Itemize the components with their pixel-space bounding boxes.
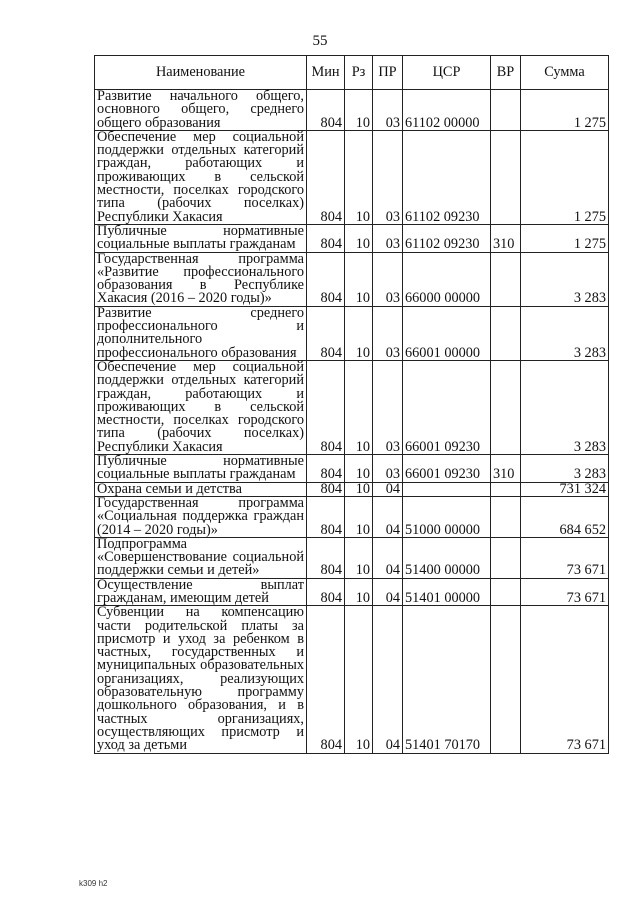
row-rz: 10 — [345, 360, 373, 454]
row-sum: 73 671 — [521, 578, 609, 606]
row-csr — [403, 482, 491, 496]
header-min: Мин — [307, 56, 345, 90]
row-pr: 03 — [373, 90, 403, 131]
row-vr: 310 — [491, 455, 521, 483]
row-name: Развитие начального общего, основного общего, среднего общего образования — [95, 90, 307, 131]
row-min: 804 — [307, 252, 345, 306]
row-csr: 61102 09230 — [403, 130, 491, 224]
row-rz: 10 — [345, 90, 373, 131]
row-min: 804 — [307, 606, 345, 753]
row-rz: 10 — [345, 224, 373, 252]
row-rz: 10 — [345, 578, 373, 606]
row-pr: 04 — [373, 578, 403, 606]
row-pr: 03 — [373, 455, 403, 483]
table-row — [95, 455, 609, 483]
table-row — [95, 496, 609, 537]
header-csr: ЦСР — [403, 56, 491, 90]
row-min: 804 — [307, 306, 345, 360]
row-rz: 10 — [345, 252, 373, 306]
row-sum: 3 283 — [521, 252, 609, 306]
row-vr — [491, 578, 521, 606]
row-name: Развитие среднего профессионального и дополнительного профессионального образования — [95, 306, 307, 360]
row-name: Подпрограмма «Совершенствование социальной поддержки семьи и детей» — [95, 537, 307, 578]
table-header-row — [95, 56, 609, 90]
row-pr: 03 — [373, 224, 403, 252]
header-name: Наименование — [95, 56, 307, 90]
row-csr: 66000 00000 — [403, 252, 491, 306]
row-csr: 61102 00000 — [403, 90, 491, 131]
row-csr: 51401 00000 — [403, 578, 491, 606]
header-vr: ВР — [491, 56, 521, 90]
row-rz: 10 — [345, 482, 373, 496]
row-csr: 61102 09230 — [403, 224, 491, 252]
table-row — [95, 224, 609, 252]
row-sum: 3 283 — [521, 360, 609, 454]
row-sum: 1 275 — [521, 224, 609, 252]
row-pr: 04 — [373, 496, 403, 537]
row-name: Государственная программа «Социальная поддержка граждан (2014 – 2020 годы)» — [95, 496, 307, 537]
row-vr — [491, 306, 521, 360]
row-min: 804 — [307, 224, 345, 252]
row-pr: 03 — [373, 252, 403, 306]
row-pr: 03 — [373, 360, 403, 454]
header-sum: Сумма — [521, 56, 609, 90]
table-row — [95, 90, 609, 131]
row-csr: 51401 70170 — [403, 606, 491, 753]
row-min: 804 — [307, 360, 345, 454]
row-min: 804 — [307, 482, 345, 496]
row-csr: 66001 09230 — [403, 360, 491, 454]
row-vr — [491, 130, 521, 224]
row-name: Обеспечение мер социальной поддержки отдельных категорий граждан, работающих и проживающих в сельской местности, поселках городского типа (рабочих поселках) Республики Хакасия — [95, 360, 307, 454]
row-rz: 10 — [345, 606, 373, 753]
row-pr: 03 — [373, 306, 403, 360]
row-csr: 51400 00000 — [403, 537, 491, 578]
table-row — [95, 606, 609, 753]
row-name: Охрана семьи и детства — [95, 482, 307, 496]
row-sum: 1 275 — [521, 90, 609, 131]
row-min: 804 — [307, 578, 345, 606]
row-rz: 10 — [345, 496, 373, 537]
table-row — [95, 130, 609, 224]
row-sum: 73 671 — [521, 606, 609, 753]
row-min: 804 — [307, 90, 345, 131]
row-pr: 04 — [373, 537, 403, 578]
row-rz: 10 — [345, 537, 373, 578]
row-vr — [491, 606, 521, 753]
table-row — [95, 360, 609, 454]
row-sum: 73 671 — [521, 537, 609, 578]
row-name: Публичные нормативные социальные выплаты гражданам — [95, 224, 307, 252]
row-pr: 04 — [373, 606, 403, 753]
row-csr: 66001 00000 — [403, 306, 491, 360]
row-vr — [491, 537, 521, 578]
row-sum: 731 324 — [521, 482, 609, 496]
row-vr — [491, 360, 521, 454]
table-row — [95, 578, 609, 606]
row-rz: 10 — [345, 455, 373, 483]
row-rz: 10 — [345, 130, 373, 224]
row-name: Осуществление выплат гражданам, имеющим детей — [95, 578, 307, 606]
row-sum: 3 283 — [521, 455, 609, 483]
header-rz: Рз — [345, 56, 373, 90]
row-vr — [491, 496, 521, 537]
row-min: 804 — [307, 455, 345, 483]
row-min: 804 — [307, 496, 345, 537]
row-rz: 10 — [345, 306, 373, 360]
row-sum: 684 652 — [521, 496, 609, 537]
row-name: Обеспечение мер социальной поддержки отдельных категорий граждан, работающих и проживающих в сельской местности, поселках городского типа (рабочих поселках) Республики Хакасия — [95, 130, 307, 224]
row-csr: 66001 09230 — [403, 455, 491, 483]
row-csr: 51000 00000 — [403, 496, 491, 537]
row-vr — [491, 252, 521, 306]
row-min: 804 — [307, 537, 345, 578]
row-min: 804 — [307, 130, 345, 224]
budget-table — [94, 55, 609, 754]
row-sum: 1 275 — [521, 130, 609, 224]
page-number: 55 — [312, 33, 328, 49]
row-name: Публичные нормативные социальные выплаты гражданам — [95, 455, 307, 483]
footer-code: k309 h2 — [79, 879, 108, 888]
table-row — [95, 537, 609, 578]
table-row — [95, 306, 609, 360]
header-pr: ПР — [373, 56, 403, 90]
row-vr — [491, 482, 521, 496]
row-vr — [491, 90, 521, 131]
row-vr: 310 — [491, 224, 521, 252]
row-pr: 03 — [373, 130, 403, 224]
row-name: Государственная программа «Развитие профессионального образования в Республике Хакасия (2016 – 2020 годы)» — [95, 252, 307, 306]
row-name: Субвенции на компенсацию части родительской платы за присмотр и уход за ребенком в частных, государственных и муниципальных образовательных организациях, реализующих образовательную программу дошкольного образования, и в частных организациях, осуществляющих присмотр и уход за детьми — [95, 606, 307, 753]
table-row — [95, 252, 609, 306]
row-pr: 04 — [373, 482, 403, 496]
row-sum: 3 283 — [521, 306, 609, 360]
